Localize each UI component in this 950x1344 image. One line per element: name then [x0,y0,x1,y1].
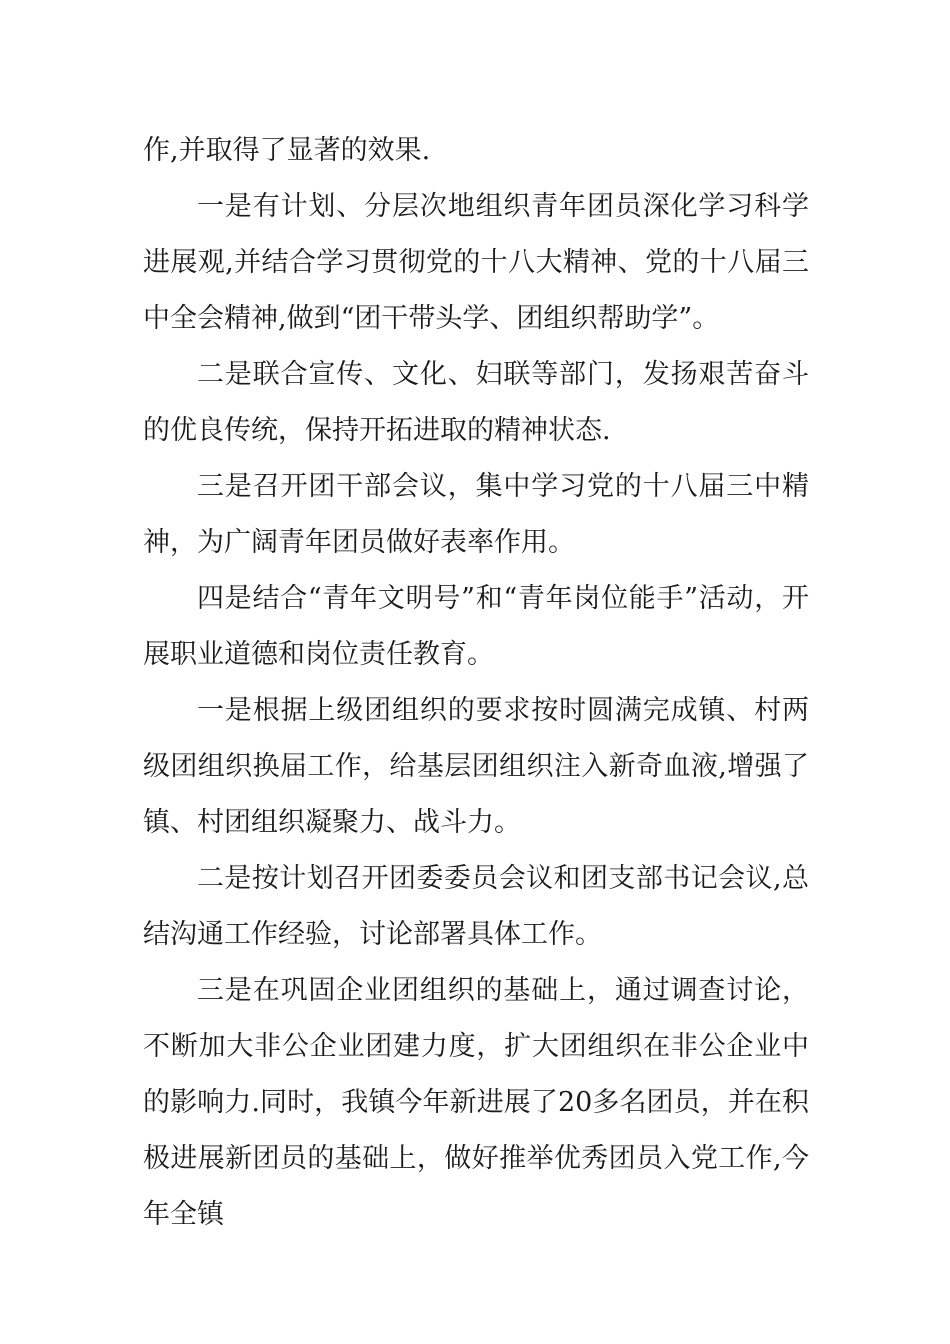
paragraph-civilization-activities: 四是结合“青年文明号”和“青年岗位能手”活动，开展职业道德和岗位责任教育。 [143,583,809,670]
paragraph-cadre-meeting: 三是召开团干部会议，集中学习党的十八届三中精神，为广阔青年团员做好表率作用。 [143,471,809,558]
paragraph-study-plan: 一是有计划、分层次地组织青年团员深化学习科学进展观,并结合学习贯彻党的十八大精神、党的十八届三中全会精神,做到“团干带头学、团组织帮助学”。 [143,191,809,334]
paragraph-reelection: 一是根据上级团组织的要求按时圆满完成镇、村两级团组织换届工作，给基层团组织注入新奇血液,增强了镇、村团组织凝聚力、战斗力。 [143,695,809,838]
document-body [143,123,809,1243]
paragraph-committee-meetings: 二是按计划召开团委委员会议和团支部书记会议,总结沟通工作经验，讨论部署具体工作。 [143,863,809,950]
paragraph-continuation: 作,并取得了显著的效果. [143,135,431,166]
paragraph-enterprise-groups: 三是在巩固企业团组织的基础上，通过调查讨论，不断加大非公企业团建力度，扩大团组织在非公企业中的影响力.同时，我镇今年新进展了20多名团员，并在积极进展新团员的基础上，做好推举优秀团员入党工作,今年全镇 [143,975,809,1230]
paragraph-joint-departments: 二是联合宣传、文化、妇联等部门，发扬艰苦奋斗的优良传统，保持开拓进取的精神状态. [143,359,809,446]
